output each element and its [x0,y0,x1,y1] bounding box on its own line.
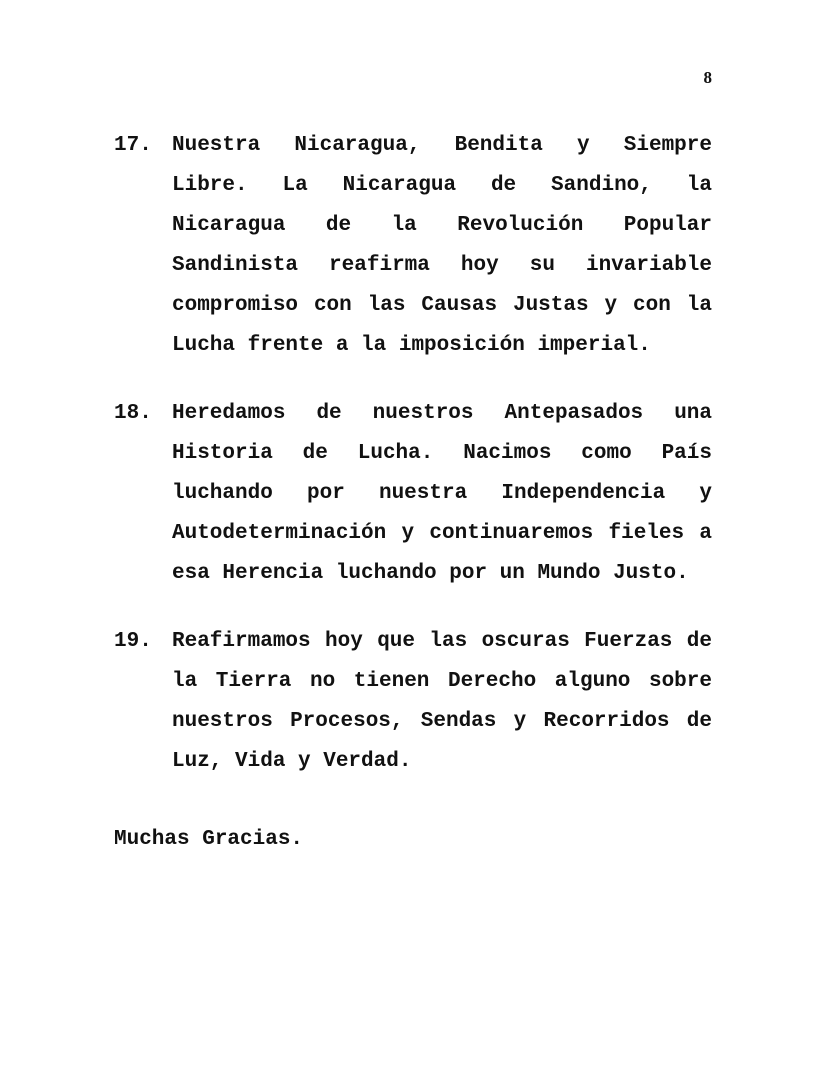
item-text: Nuestra Nicaragua, Bendita y Siempre Libre. La Nicaragua de Sandino, la Nicaragua de la Revolución Popular Sandinista reafirma hoy su invariable compromiso con las Causas Justas y con la Lucha frente a la imposición imperial. [172,134,712,357]
item-text: Reafirmamos hoy que las oscuras Fuerzas de la Tierra no tienen Derecho alguno sobre nuestros Procesos, Sendas y Recorridos de Luz, Vida y Verdad. [172,630,712,773]
list-item-17 [114,126,712,366]
item-number: 18. [114,402,152,425]
closing-line: Muchas Gracias. [114,828,304,851]
item-number: 17. [114,134,152,157]
list-item-19 [114,622,712,782]
numbered-list [114,126,712,810]
list-item-18 [114,394,712,594]
item-number: 19. [114,630,152,653]
item-text: Heredamos de nuestros Antepasados una Historia de Lucha. Nacimos como País luchando por nuestra Independencia y Autodeterminación y continuaremos fieles a esa Herencia luchando por un Mundo Justo. [172,402,712,585]
page-number: 8 [703,68,712,87]
